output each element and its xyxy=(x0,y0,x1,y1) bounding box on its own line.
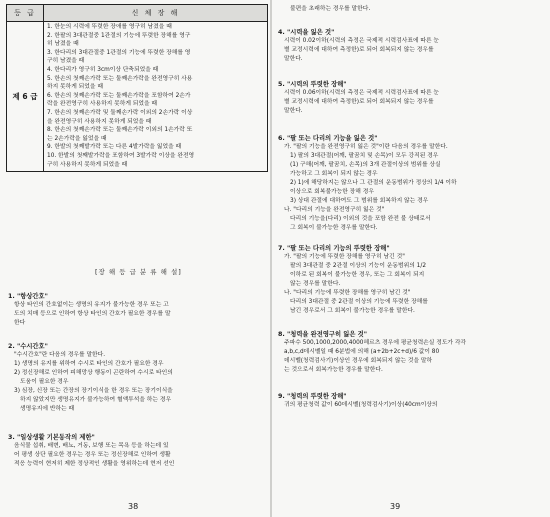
section-6-line: 3) 상대 관절에 대하여도 그 범위를 회복하지 않는 경우 xyxy=(290,198,429,204)
section-9-title: 9. "청력의 뚜렷한 장해" xyxy=(278,393,347,400)
disability-grade-table xyxy=(6,4,268,172)
criteria-line: 1. 한눈의 시력에 뚜렷한 장애를 영구히 남겼을 때 xyxy=(47,24,172,30)
section-4-line: 말한다. xyxy=(284,56,303,62)
section-7-line: 나. "다리의 기능에 뚜렷한 장해를 영구히 남긴 것" xyxy=(284,290,411,296)
section-5 xyxy=(278,80,544,116)
page-number: 38 xyxy=(128,502,139,511)
section-6-line: 그 회복이 불가능한 경우를 말한다. xyxy=(290,225,378,231)
criteria-line: 3. 한다리의 3대관절중 1관절의 기능에 뚜렷한 장해를 영 xyxy=(47,49,191,56)
section-8-line: 는 것으로서 회복가능한 경우를 말한다. xyxy=(284,367,383,373)
right-page xyxy=(272,0,550,517)
section-4-title: 4. "시력을 잃은 것" xyxy=(278,29,335,36)
section-3 xyxy=(8,433,266,469)
section-1-line: 한다 xyxy=(14,320,26,326)
section-3-line: 어 평생 상단 필요한 경우는 경우 또는 정신장해로 인하여 생활 xyxy=(14,452,171,458)
criteria-line: 5. 한손의 첫째손가락 또는 둘째손가락을 완전영구히 사용 xyxy=(47,75,193,82)
criteria-line: 4. 한다리가 영구히 3cm이상 단축되었을 때 xyxy=(47,66,159,73)
section-4-line: 별 교정시력에 대하여 측정한)로 되어 회복되지 않는 경우를 xyxy=(284,47,434,53)
section-5-line: 시력이 0.06이하(시력의 측정은 국제적 시력검사표에 따른 눈 xyxy=(284,90,440,96)
section-3-line: 음식물 섭취, 배변, 배뇨, 거동, 보행 또는 목욕 등을 하는데 있 xyxy=(14,443,169,449)
section-7-line: 가. "팔의 기능에 뚜렷한 장해를 영구히 남긴 것" xyxy=(284,254,405,260)
section-4-line: 시력이 0.02이하(시력의 측정은 국제적 시력검사표에 따른 눈 xyxy=(284,38,440,44)
criteria-line: 10. 한발의 첫째발가락을 포함하여 3발가락 이상을 완전영 xyxy=(47,152,195,159)
section-8 xyxy=(278,330,544,375)
section-6-line: 1) 팔의 3대관절(어깨, 팔꿈치 및 손목)이 모두 강직된 경우 xyxy=(290,153,439,159)
criteria-line: 2. 한팔의 3대관절중 1관절의 기능에 뚜렷한 장해를 영구 xyxy=(47,32,191,39)
section-6-line: (1) 구해(어깨, 팔꿈치, 손목)의 3개 관절이상의 범위를 상실 xyxy=(290,162,441,168)
section-5-line: 말한다. xyxy=(284,108,303,114)
section-7-line: 팔의 3대관절 중 2관절 이상의 기능이 운동범위의 1/2 xyxy=(290,263,427,269)
section-6-line: 가능하고 그 회복이 되지 않는 경우 xyxy=(290,171,378,177)
section-6-title: 6. "팔 또는 다리의 기능을 잃은 것" xyxy=(278,135,378,142)
section-1-line: 도의 치매 등으로 인하여 항상 타인의 간호가 필요한 경우를 말 xyxy=(14,311,171,317)
criteria-line: 구히 남겼을 때 xyxy=(47,58,85,65)
section-6-line: 나. "다리의 기능을 완전영구히 잃은 것" xyxy=(284,207,385,213)
section-6-line: 다리의 기능을(다리) 이외의 것을 포함 완전 불 상태로서 xyxy=(290,216,431,222)
intro-line: 불편을 초래하는 경우를 말한다. xyxy=(290,6,371,12)
section-6-line: 가. "팔의 기능을 완전영구히 잃은 것"이란 다음의 경우를 말한다. xyxy=(284,144,448,150)
section-2-line: 2) 정신장해로 인하여 피해망상 행동이 곤란하여 수시로 타인의 xyxy=(14,370,173,376)
criteria-line: 7. 한손의 첫째손가락 및 둘째손가락 이외의 2손가락 이상 xyxy=(47,109,193,116)
section-6-line: 2) 1)에 해당하지는 않으나 그 관절의 운동범위가 정상의 1/4 이하 xyxy=(290,180,457,186)
page-number: 39 xyxy=(390,502,401,511)
section-7-line: 다리의 3대관절 중 2관절 이상의 기능에 뚜렷한 장해를 xyxy=(290,299,428,305)
table-header xyxy=(7,5,267,22)
header-criteria: 신 체 장 해 xyxy=(131,9,180,17)
section-2 xyxy=(8,342,266,414)
section-2-line: 도움이 필요한 경우 xyxy=(20,379,69,385)
criteria-line: 구히 사용하지 못하게 되었을 때 xyxy=(47,161,128,168)
criteria-line: 는 2손가락을 잃었을 때 xyxy=(47,135,107,142)
criteria-line: 을 완전영구히 사용하지 못하게 되었을 때 xyxy=(47,118,152,125)
section-3-title: 3. "일상생활 기본동작의 제한" xyxy=(8,434,95,441)
section-6 xyxy=(278,134,544,233)
section-2-line: 하지 않았지만 생명유지가 불가능하여 혈액투석을 하는 경우 xyxy=(20,397,172,403)
section-2-line: "수시간호"란 다음의 경우를 말한다. xyxy=(14,352,106,358)
section-7-line: 남긴 경우로서 그 회복이 불가능한 경우를 말한다. xyxy=(290,308,415,314)
header-grade: 등 급 xyxy=(7,5,44,21)
section-1-title: 1. "항상간호" xyxy=(8,293,48,300)
section-7-line: 이하로 된 회복이 불가능한 경우, 또는 그 회복이 되지 xyxy=(290,272,425,278)
left-page xyxy=(0,0,270,517)
section-7 xyxy=(278,244,544,316)
section-8-line: a,b,c,d데시벨일 때 6분법에 의해 (a+2b+2c+d)/6 값이 80 xyxy=(284,349,440,355)
section-8-line: 주파수 500,1000,2000,4000헤르츠 경우에 평균청력손실 정도가 각각 xyxy=(284,340,467,346)
section-9 xyxy=(278,392,544,410)
section-7-title: 7. "팔 또는 다리의 기능의 뚜렷한 장해" xyxy=(278,245,390,252)
criteria-line: 8. 한손의 첫째손가락 또는 둘째손가락 이외의 1손가락 또 xyxy=(47,127,193,134)
section-2-title: 2. "수시간호" xyxy=(8,343,48,350)
section-title: [장 해 등 급 분 류 해 설] xyxy=(95,268,182,276)
criteria-line: 하지 못하게 되었을 때 xyxy=(47,84,103,91)
section-7-line: 않는 경우를 말한다. xyxy=(290,281,341,287)
section-4 xyxy=(278,28,544,64)
section-2-line: 생명유지에 반하는 때 xyxy=(20,406,75,412)
section-3-line: 적응 능력이 현저히 제한 정상적인 생활을 영위하는데 현저 선인 xyxy=(14,461,175,467)
criteria-line: 히 남겼을 때 xyxy=(47,41,79,48)
section-1 xyxy=(8,292,266,328)
section-2-line: 1) 생명의 유지를 위하여 수시로 타인의 간호가 필요한 경우 xyxy=(14,361,164,367)
section-9-line: 귀의 평균청력 값이 60데시벨(청력검사기)이상(40cm이상의 xyxy=(284,402,438,408)
intro xyxy=(284,5,544,14)
section-5-line: 별 교정시력에 대하여 측정한)로 되어 회복되지 않는 경우를 xyxy=(284,99,434,105)
grade-cell: 제 6 급 xyxy=(7,22,44,171)
criteria-cell xyxy=(44,22,267,171)
section-6-line: 이상으로 회복불가능한 장해 경우 xyxy=(290,189,374,195)
section-1-line: 항상 타인의 간호없이는 생명의 유지가 불가능한 경우 또는 고 xyxy=(14,302,169,308)
criteria-line: 락을 완전영구히 사용하지 못하게 되었을 때 xyxy=(47,101,158,108)
section-5-title: 5. "시력의 뚜렷한 장해" xyxy=(278,81,347,88)
criteria-line: 9. 한발의 첫째발가락 또는 다른 4발가락을 잃었을 때 xyxy=(47,144,182,151)
table-body xyxy=(7,22,267,171)
section-2-line: 3) 심장, 신장 또는 간장의 장기이식을 한 경우 또는 장기이식을 xyxy=(14,388,173,394)
section-8-title: 8. "청력을 완전영구히 잃은 것" xyxy=(278,331,368,338)
criteria-line: 6. 한손의 첫째손가락 또는 둘째손가락을 포함하여 2손가 xyxy=(47,92,191,99)
section-8-line: 데시벨(청력검사기)이상인 경우에 회복되지 않는 것을 말하 xyxy=(284,358,433,364)
